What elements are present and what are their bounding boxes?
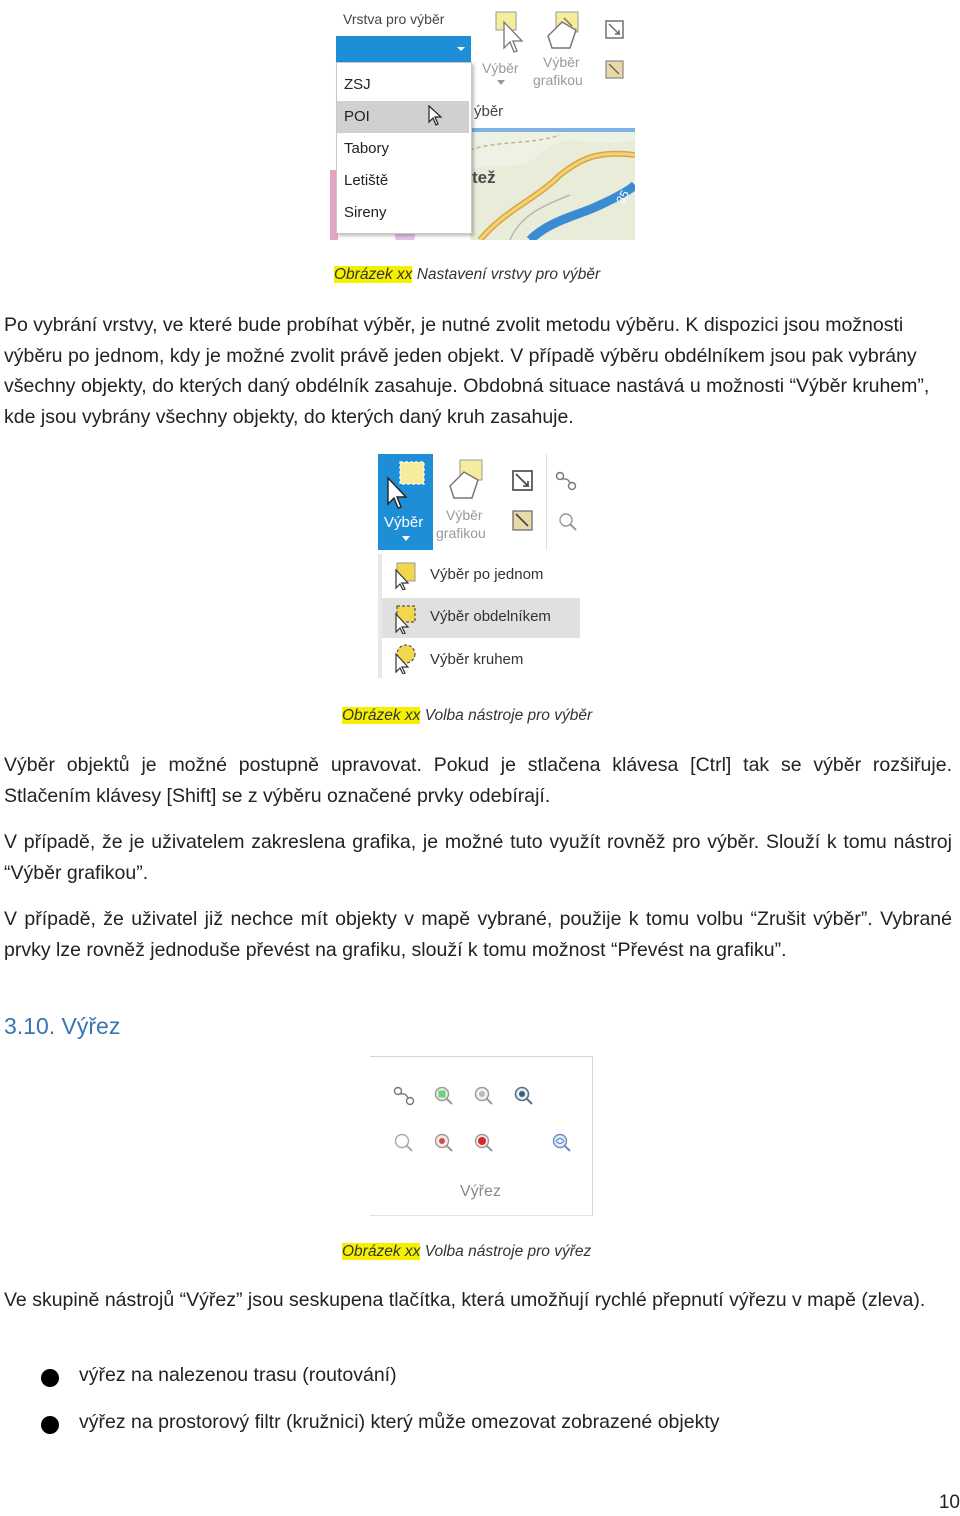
caption-prefix: Obrázek xx	[342, 707, 421, 724]
paragraph-select-by-graphic: V případě, že je uživatelem zakreslena grafika, je možné tuto využít rovněž pro výběr. Slouží k tomu nástroj “Výběr grafikou”.	[4, 831, 952, 884]
layer-option-tabory[interactable]: Tabory	[344, 140, 390, 157]
road-number: 35	[613, 187, 633, 207]
caption-prefix: Obrázek xx	[342, 1243, 421, 1260]
bullet-dot	[41, 1369, 59, 1387]
tool-select-single[interactable]: Výběr po jednom	[430, 566, 544, 583]
bullet-item: výřez na prostorový filtr (kružnici) který může omezovat zobrazené objekty	[79, 1411, 720, 1433]
caption-prefix: Obrázek xx	[334, 266, 413, 283]
select-tool-icon[interactable]	[492, 8, 528, 54]
convert-to-graphic-icon[interactable]	[603, 58, 627, 82]
route-zoom-icon[interactable]	[554, 468, 580, 492]
paragraph-selection-methods: Po vybrání vrstvy, ve které bude probíhat výběr, je nutné zvolit metodu výběru. K dispozici jsou možnosti výběru po jednom, kdy je možné zvolit právě jeden objekt. V případě výběru obdélníkem jsou pak vybrány všechny objekty, do kterých daný obdélník zasahuje. Obdobná situace nastává u možnosti “Výběr kruhem”, kde jsou vybrány všechny objekty, do kterých daný kruh zasahuje.	[4, 314, 930, 428]
tool-select-rectangle: Výběr obdelníkem	[430, 608, 551, 625]
zoom-grey-icon[interactable]	[472, 1084, 496, 1108]
figure-zoom-tools	[370, 1056, 593, 1216]
caption-text: Nastavení vrstvy pro výběr	[416, 266, 601, 283]
layer-option-zsj[interactable]: ZSJ	[344, 76, 371, 93]
layer-option-sireny[interactable]: Sireny	[344, 204, 387, 221]
layer-dropdown-list	[336, 62, 472, 234]
select-single-icon	[390, 560, 420, 590]
layer-option-letiste[interactable]: Letiště	[344, 172, 389, 189]
dropdown-title: Vrstva pro výběr	[343, 11, 445, 27]
mouse-cursor-icon	[427, 105, 443, 127]
tool-select-circle[interactable]: Výběr kruhem	[430, 651, 524, 668]
select-by-graphic-label-2: grafikou	[533, 72, 583, 88]
select-rectangle-icon	[390, 602, 420, 634]
route-zoom-icon[interactable]	[392, 1083, 418, 1107]
zoom-icon[interactable]	[556, 510, 580, 534]
map-label: tež	[472, 168, 496, 187]
clear-selection-icon[interactable]	[510, 468, 536, 494]
zoom-globe-icon[interactable]	[550, 1131, 574, 1155]
zoom-red-filled-icon[interactable]	[472, 1131, 496, 1155]
paragraph-modify-selection: Výběr objektů je možné postupně upravovat. Pokud je stlačena klávesa [Ctrl] tak se výběr rozšiřuje. Stlačením klávesy [Shift] se z výběru označené prvky odebírají.	[4, 754, 952, 807]
caption-text: Volba nástroje pro výřez	[424, 1243, 592, 1260]
zoom-blue-icon[interactable]	[512, 1084, 536, 1108]
bullet-item: výřez na nalezenou trasu (routování)	[79, 1364, 397, 1386]
bullet-dot	[41, 1416, 59, 1434]
select-button-label: Výběr	[482, 60, 519, 76]
clear-selection-icon[interactable]	[603, 18, 627, 42]
select-tool-icon	[382, 458, 428, 512]
select-by-graphic-label-1: Výběr	[543, 54, 580, 70]
select-by-graphic-label-1: Výběr	[446, 507, 483, 523]
partial-select-label: ýběr	[474, 103, 504, 120]
paragraph-clear-selection: V případě, že uživatel již nechce mít objekty v mapě vybrané, použije k tomu volbu “Zrušit výběr”. Vybrané prvky lze rovněž jednoduše převést na grafiku, slouží k tomu možnost “Převést na grafiku”.	[4, 908, 952, 961]
layer-option-poi[interactable]: POI	[337, 101, 469, 133]
figure-selection-tools	[378, 450, 586, 680]
page-number: 10	[938, 1492, 960, 1513]
select-by-graphic-icon[interactable]	[542, 8, 586, 52]
select-button-label: Výběr	[384, 514, 424, 531]
caption-figure-2	[342, 707, 592, 725]
convert-to-graphic-icon[interactable]	[510, 508, 536, 534]
caption-figure-3	[342, 1243, 591, 1261]
section-heading: 3.10. Výřez	[4, 1013, 121, 1039]
layer-dropdown[interactable]	[336, 36, 471, 62]
zoom-group-label: Výřez	[460, 1183, 501, 1200]
highlighted-tool-row[interactable]	[382, 598, 580, 638]
ribbon-separator	[546, 454, 547, 550]
figure-layer-selection	[330, 0, 635, 240]
paragraph-zoom-group: Ve skupině nástrojů “Výřez” jsou seskupena tlačítka, která umožňují rychlé přepnutí výřezu v mapě (zleva).	[4, 1289, 926, 1311]
chevron-down-icon	[497, 80, 505, 86]
chevron-down-icon	[456, 45, 466, 53]
zoom-out-icon[interactable]	[392, 1131, 416, 1155]
caption-text: Volba nástroje pro výběr	[424, 707, 593, 724]
caption-figure-1	[334, 266, 600, 284]
zoom-red-outline-icon[interactable]	[432, 1131, 456, 1155]
zoom-green-icon[interactable]	[432, 1084, 456, 1108]
select-circle-icon	[390, 642, 420, 674]
select-button[interactable]	[378, 454, 433, 550]
select-by-graphic-label-2: grafikou	[436, 525, 486, 541]
select-by-graphic-icon[interactable]	[444, 456, 490, 502]
tool-list	[378, 554, 584, 678]
chevron-down-icon	[402, 536, 410, 542]
